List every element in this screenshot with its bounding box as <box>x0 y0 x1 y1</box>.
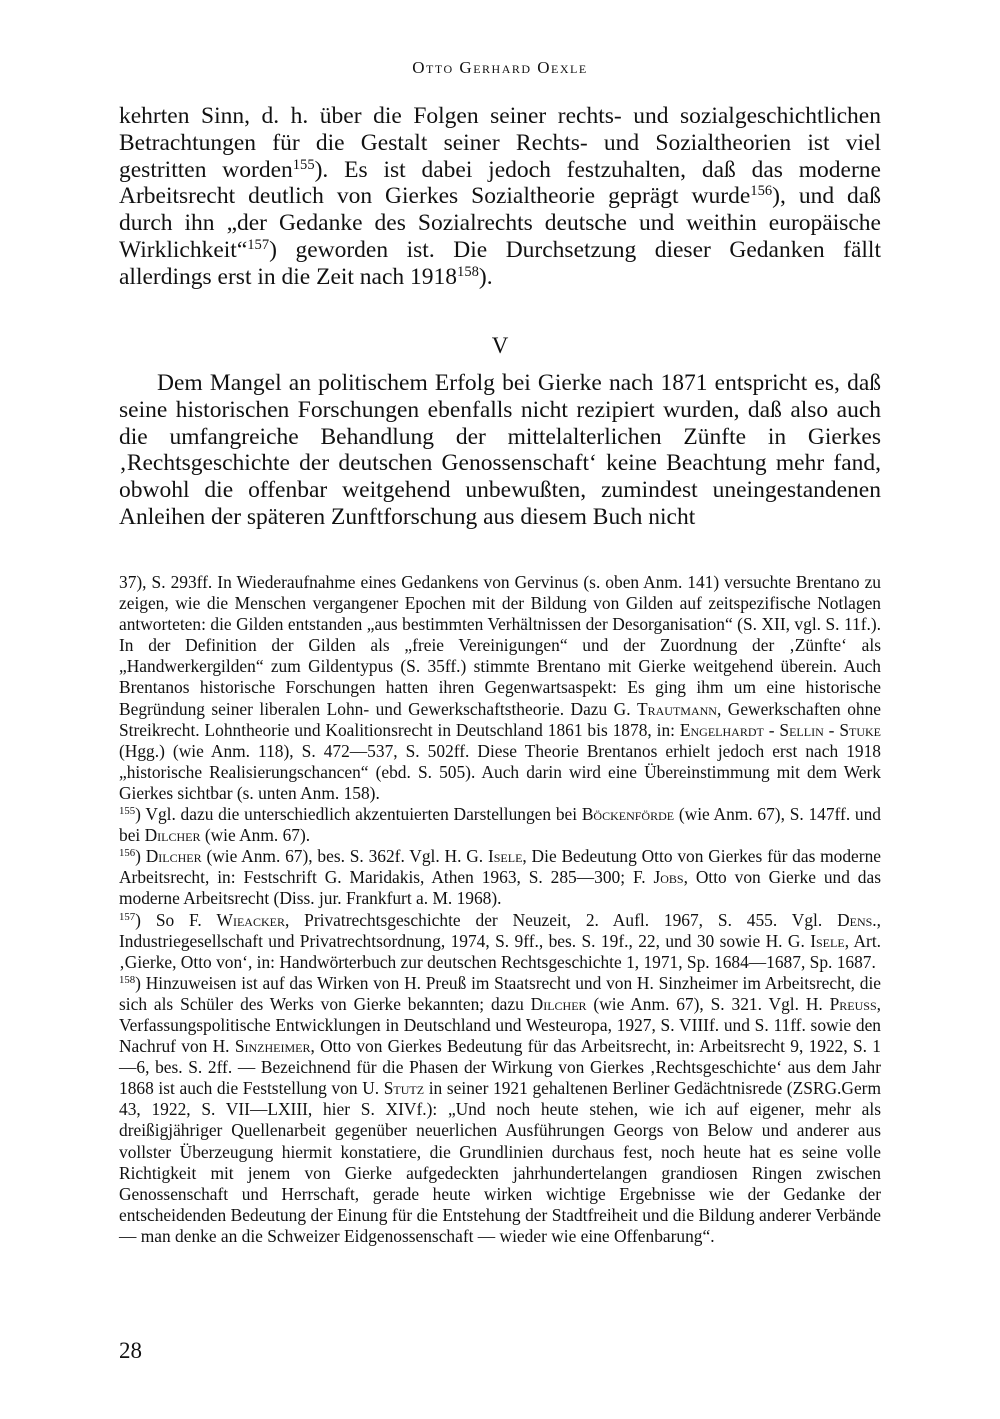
footnote-ref-156: 156 <box>750 183 773 200</box>
footnote-157: $^{157}$) So F. Wieacker, Privatrechtsgeschichte der Neuzeit, 2. Aufl. 1967, S. 455. Vgl. Dens., Industriegesellschaft und Privatrechtsordnung, 1974, S. 9ff., bes. S. 19f., 22, und 30 sowie H. G. Isele, Art. ‚Gierke, Otto von‘, in: Handwörterbuch zur deutschen Rechtsgeschichte 1, 1971, Sp. 1684—1687, Sp. 1687. <box>119 909 882 972</box>
footnote-155: $^{155}$) Vgl. dazu die unterschiedlich akzentuierten Darstellungen bei Böckenförde (wie Anm. 67), S. 147ff. und bei Dilcher (wie Anm. 67). <box>119 804 881 846</box>
footnote-ref-157: 157 <box>247 236 270 253</box>
footnote-156: $^{156}$) Dilcher (wie Anm. 67), bes. S. 362f. Vgl. H. G. Isele, Die Bedeutung Otto von Gierkes für das moderne Arbeitsrecht, in: Festschrift G. Maridakis, Athen 1963, S. 285—300; F. Jobs, Otto von Gierke und das moderne Arbeitsrecht (Diss. jur. Frankfurt a. M. 1968). <box>119 846 881 909</box>
footnote-continuation: 37), S. 293ff. In Wiederaufnahme eines Gedankens von Gervinus (s. oben Anm. 141) versuchte Brentano zu zeigen, wie die Menschen vergangener Epochen mit der Bildung von Gilden auf zeitspezifische Notlagen antworteten: die Gilden entstanden „aus bestimmten Verhältnissen der Desorganisation“ (S. XII, vgl. S. 11f.). In der Definition der Gilden als „freie Vereinigungen“ und der Zuordnung der ‚Zünfte‘ als „Handwerkergilden“ zum Gildentypus (S. 35ff.) stimmte Brentano mit Gierke weitgehend überein. Auch Brentanos historische Forschungen hatten ihren Gegenwartsaspekt: Es ging ihm um eine historische Begründung seiner liberalen Lohn- und Gewerkschaftstheorie. Dazu G. Trautmann, Gewerkschaften ohne Streikrecht. Lohntheorie und Koalitionsrecht in Deutschland 1861 bis 1878, in: Engelhardt - Sellin - Stuke (Hgg.) (wie Anm. 118), S. 472—537, S. 502ff. Diese Theorie Brentanos erhielt jedoch erst nach 1918 „historische Realisierungschancen“ (ebd. S. 505). Auch darin wird eine Übereinstimmung mit dem Werk Gierkes sichtbar (s. unten Anm. 158). <box>119 572 881 803</box>
footnotes <box>119 572 881 1247</box>
body-paragraph-1: kehrten Sinn, d. h. über die Folgen seiner rechts- und sozialgeschichtlichen Betrachtungen für die Gestalt seiner Rechts- und Sozialtheorien ist viel gestritten worden$^{155}$). Es ist dabei jedoch festzuhalten, daß das moderne Arbeitsrecht deutlich von Gierkes Sozialtheorie geprägt wurde$^{156}$), und daß durch ihn „der Gedanke des Sozialrechts deutsche und weithin europäische Wirklichkeit“$^{157}$) geworden ist. Die Durchsetzung dieser Gedanken fällt allerdings erst in die Zeit nach 1918$^{158}$). <box>119 103 881 290</box>
page-number: 28 <box>119 1338 142 1363</box>
footnote-ref-155: 155 <box>292 156 315 173</box>
running-head: Otto Gerhard Oexle <box>412 58 588 77</box>
footnote-ref-158: 158 <box>457 263 479 280</box>
body-paragraph-2: Dem Mangel an politischem Erfolg bei Gierke nach 1871 entspricht es, daß seine historischen Forschungen ebenfalls nicht rezipiert wurden, daß also auch die umfangreiche Behandlung der mittelalterlichen Zünfte in Gierkes ‚Rechtsgeschichte der deutschen Genossenschaft‘ keine Beachtung mehr fand, obwohl die offenbar weitgehend unbewußten, zumindest uneingestandenen Anleihen der späteren Zunftforschung aus diesem Buch nicht <box>119 370 881 530</box>
section-heading: V <box>491 333 509 358</box>
footnote-158: $^{158}$) Hinzuweisen ist auf das Wirken von H. Preuß im Staatsrecht und von H. Sinzheimer im Arbeitsrecht, die sich als Schüler des Werks von Gierke bekannten; dazu Dilcher (wie Anm. 67), S. 321. Vgl. H. Preuss, Verfassungspolitische Entwicklungen in Deutschland und Westeuropa, 1927, S. VIIIf. und S. 11ff. sowie den Nachruf von H. Sinzheimer, Otto von Gierkes Bedeutung für das Arbeitsrecht, in: Arbeitsrecht 9, 1922, S. 1—6, bes. S. 2ff. — Bezeichnend für die Phasen der Wirkung von Gierkes ‚Rechtsgeschichte‘ aus dem Jahr 1868 ist auch die Feststellung von U. Stutz in seiner 1921 gehaltenen Berliner Gedächtnisrede (ZSRG.Germ 43, 1922, S. VII—LXIII, hier S. XIVf.): „Und noch heute stehen, wie ich auf eigener, mehr als dreißigjähriger Quellenarbeit gegenüber neuerlichen Ausführungen Georgs von Below und anderer aus vollster Überzeugung hiermit konstatiere, die Grundlinien durchaus fest, noch heute hat es seine volle Richtigkeit mit jenem von Gierke aufgedeckten jahrhundertelangen grandiosen Ringen zwischen Genossenschaft und Herrschaft, gerade heute wirken wichtige Ergebnisse wie der Gedanke der entscheidenden Bedeutung der Einung für die Entstehung der Stadtfreiheit und die Bildung anderer Verbände — man denke an die Schweizer Eidgenossenschaft — wieder wie eine Offenbarung“. <box>119 972 881 1246</box>
